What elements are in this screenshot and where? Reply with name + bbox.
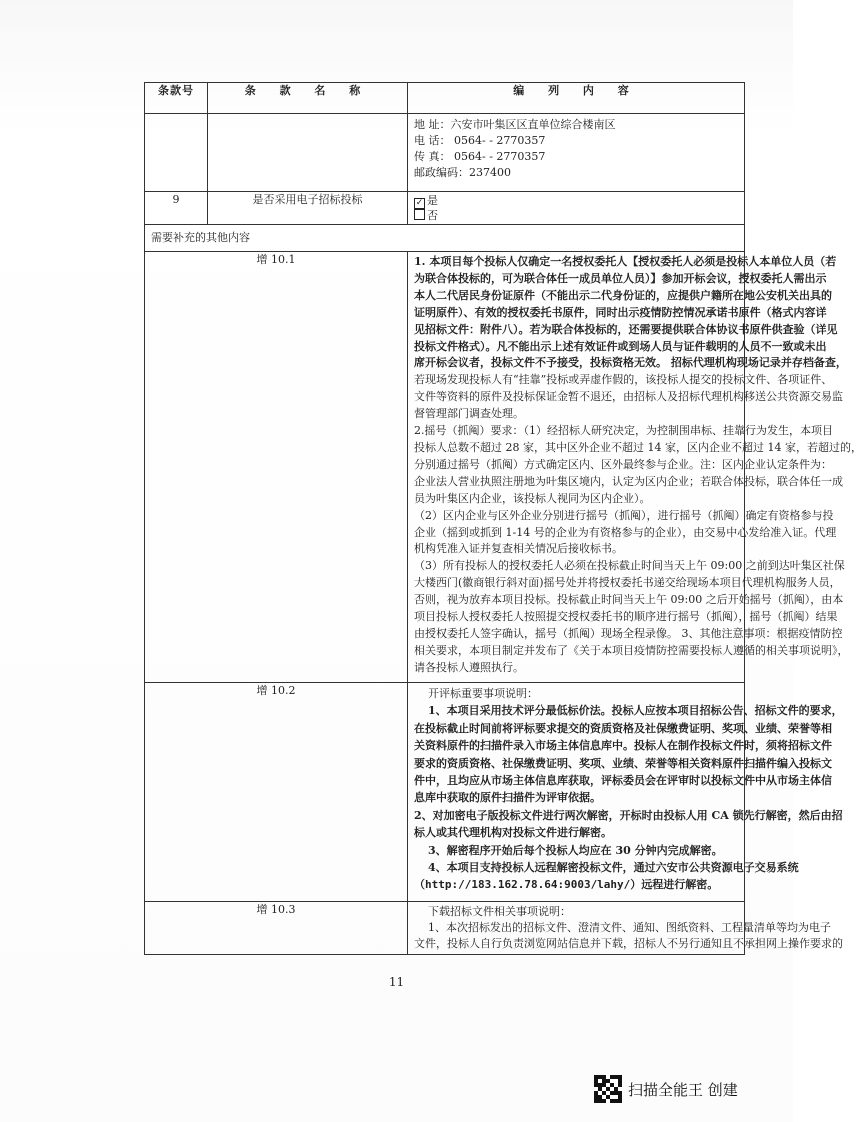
text-line: 企业法人营业执照注册地为叶集区境内，认定为区内企业；若联合体投标，联合体任一成 [414,474,843,488]
clause-number: 9 [145,192,208,225]
text-line: 4、本项目支持投标人远程解密投标文件，通过六安市公共资源电子交易系统 [428,861,799,875]
clause-number: 增 10.3 [145,902,408,955]
qr-code-icon [594,1075,622,1103]
clause-10-2-content [408,683,843,896]
text-line: 为联合体投标的，可为联合体任一成员单位人员）】参加开标会议，授权委托人需出示 [414,271,827,285]
page-number: 11 [388,975,405,989]
text-line: 见招标文件：附件八）。若为联合体投标的，还需要提供联合体协议书原件供查验（详见 [414,322,838,336]
address-line: 地 址：六安市叶集区区直单位综合楼南区 [414,118,616,131]
checkbox-no-icon [414,209,425,220]
text-line: 席开标会议者，投标文件不予接受，投标资格无效。 招标代理机构现场记录并存档备查， [414,356,847,370]
text-line: 1. 本项目每个投标人仅确定一名授权委托人【授权委托人必须是投标人本单位人员（若 [414,255,837,268]
text-line: 项目投标人授权委托人按照提交授权委托书的顺序进行摇号（抓阄），摇号（抓阄）结果 [414,610,838,624]
address-row [145,114,745,192]
text-line: 在投标截止时间前将评标要求提交的资质资格及社保缴费证明、奖项、业绩、荣誉等相 [414,721,832,735]
text-line: 投标人总数不超过 28 家，其中区外企业不超过 14 家，区内企业不超过 14 家，若超过的， [414,440,862,454]
supplement-title-row [145,225,745,252]
row-10-2 [145,683,745,902]
phone-line: 电 话： 0564- - 2770357 [414,134,546,147]
text-line: 否则，视为放弃本项目投标。投标截止时间当天上午 09:00 之后开始摇号（抓阄），由本 [414,593,844,607]
text-line: 息库中获取的原件扫描件为评审依据。 [414,791,601,805]
text-line: 2.摇号（抓阄）要求：（1）经招标人研究决定，为控制围串标、挂靠行为发生，本项目 [414,424,833,438]
text-line: 件中，且均应从市场主体信息库获取，评标委员会在评审时以投标文件中从市场主体信 [414,774,832,788]
option-no: 否 [427,209,438,222]
header-content: 编 列 内 容 [408,83,745,114]
header-clause-name: 条 款 名 称 [208,83,408,114]
supplement-title: 需要补充的其他内容 [151,231,250,244]
header-clause-number: 条款号 [145,83,208,114]
text-line: 文件，投标人自行负责浏览网站信息并下载，招标人不另行通知且不承担网上操作要求的 [414,937,843,950]
text-line: 若现场发现投标人有“挂靠”投标或弄虚作假的，该投标人提交的投标文件、各项证件、 [414,373,833,387]
text-line: 大楼西门(徽商银行斜对面)摇号处并将授权委托书递交给现场本项目代理机构服务人员， [414,576,841,590]
clause-number: 增 10.2 [145,683,408,902]
row-10-3 [145,902,745,955]
text-line: 请各投标人遵照执行。 [414,660,524,674]
text-line: 投标文件格式）。凡不能出示上述有效证件或到场人员与证件载明的人员不一致或未出 [414,339,827,353]
text-line: 开评标重要事项说明： [428,687,538,700]
text-line: 相关要求，本项目制定并发布了《关于本项目疫情防控需要投标人遵循的相关事项说明》， [414,643,849,657]
text-line: 1、本项目采用技术评分最低标价法。投标人应按本项目招标公告、招标文件的要求， [428,704,843,718]
checkbox-yes-icon: ✓ [415,198,424,208]
clause-number: 增 10.1 [145,252,408,683]
text-line: 3、解密程序开始后每个投标人均应在 30 分钟内完成解密。 [428,843,723,857]
text-line: 督管理部门调查处理。 [414,407,524,421]
text-line: 关资料原件的扫描件录入市场主体信息库中。投标人在制作投标文件时，须将招标文件 [414,739,832,753]
text-line: 1、本次招标发出的招标文件、澄清文件、通知、图纸资料、工程量清单等均为电子 [428,921,831,934]
row-10-1 [145,252,745,683]
option-yes: 是 [427,194,438,207]
text-line: 分别通过摇号（抓阄）方式确定区内、区外最终参与企业。注：区内企业认定条件为： [414,457,832,471]
text-line: 下载招标文件相关事项说明： [428,905,571,918]
table-header-row [145,83,745,114]
clause-10-3-content [408,902,843,954]
watermark-text: 扫描全能王 创建 [628,1080,738,1099]
text-line: 由授权委托人签字确认，摇号（抓阄）现场全程录像。 3、其他注意事项：根据疫情防控 [414,626,843,640]
text-line: 标人或其代理机构对投标文件进行解密。 [414,826,612,840]
fax-line: 传 真： 0564- - 2770357 [414,150,546,163]
scanner-watermark [594,1075,738,1103]
url-line: （http://183.162.78.64:9003/lahy/）远程进行解密。 [414,878,719,892]
clause-10-1-content [408,252,862,679]
postcode-line: 邮政编码：237400 [414,166,511,179]
text-line: 要求的资质资格、社保缴费证明、奖项、业绩、荣誉等相关资料原件扫描件编入投标文 [414,756,832,770]
row-9 [145,192,745,225]
clause-name: 是否采用电子招标投标 [208,192,408,225]
text-line: （2）区内企业与区外企业分别进行摇号（抓阄），进行摇号（抓阄）确定有资格参与投 [414,508,834,522]
text-line: 2、对加密电子版投标文件进行两次解密，开标时由投标人用 CA 锁先行解密，然后由招 [414,808,843,822]
text-line: 机构凭准入证并复查相关情况后接收标书。 [414,542,623,556]
text-line: 员为叶集区内企业，该投标人视同为区内企业）。 [414,491,651,505]
text-line: 本人二代居民身份证原件（不能出示二代身份证的，应提供户籍所在地公安机关出具的 [414,288,832,302]
text-line: 文件等资料的原件及投标保证金暂不退还，由招标人及招标代理机构移送公共资源交易监 [414,390,843,404]
text-line: 证明原件）、有效的授权委托书原件，同时出示疫情防控情况承诺书原件（格式内容详 [414,305,827,319]
text-line: （3）所有投标人的授权委托人必须在投标截止时间当天上午 09:00 之前到达叶集区社保 [414,559,845,573]
bid-clauses-table [144,82,862,955]
text-line: 企业（摇到或抓到 1-14 号的企业为有资格参与的企业），由交易中心发给准入证。代理 [414,525,837,539]
